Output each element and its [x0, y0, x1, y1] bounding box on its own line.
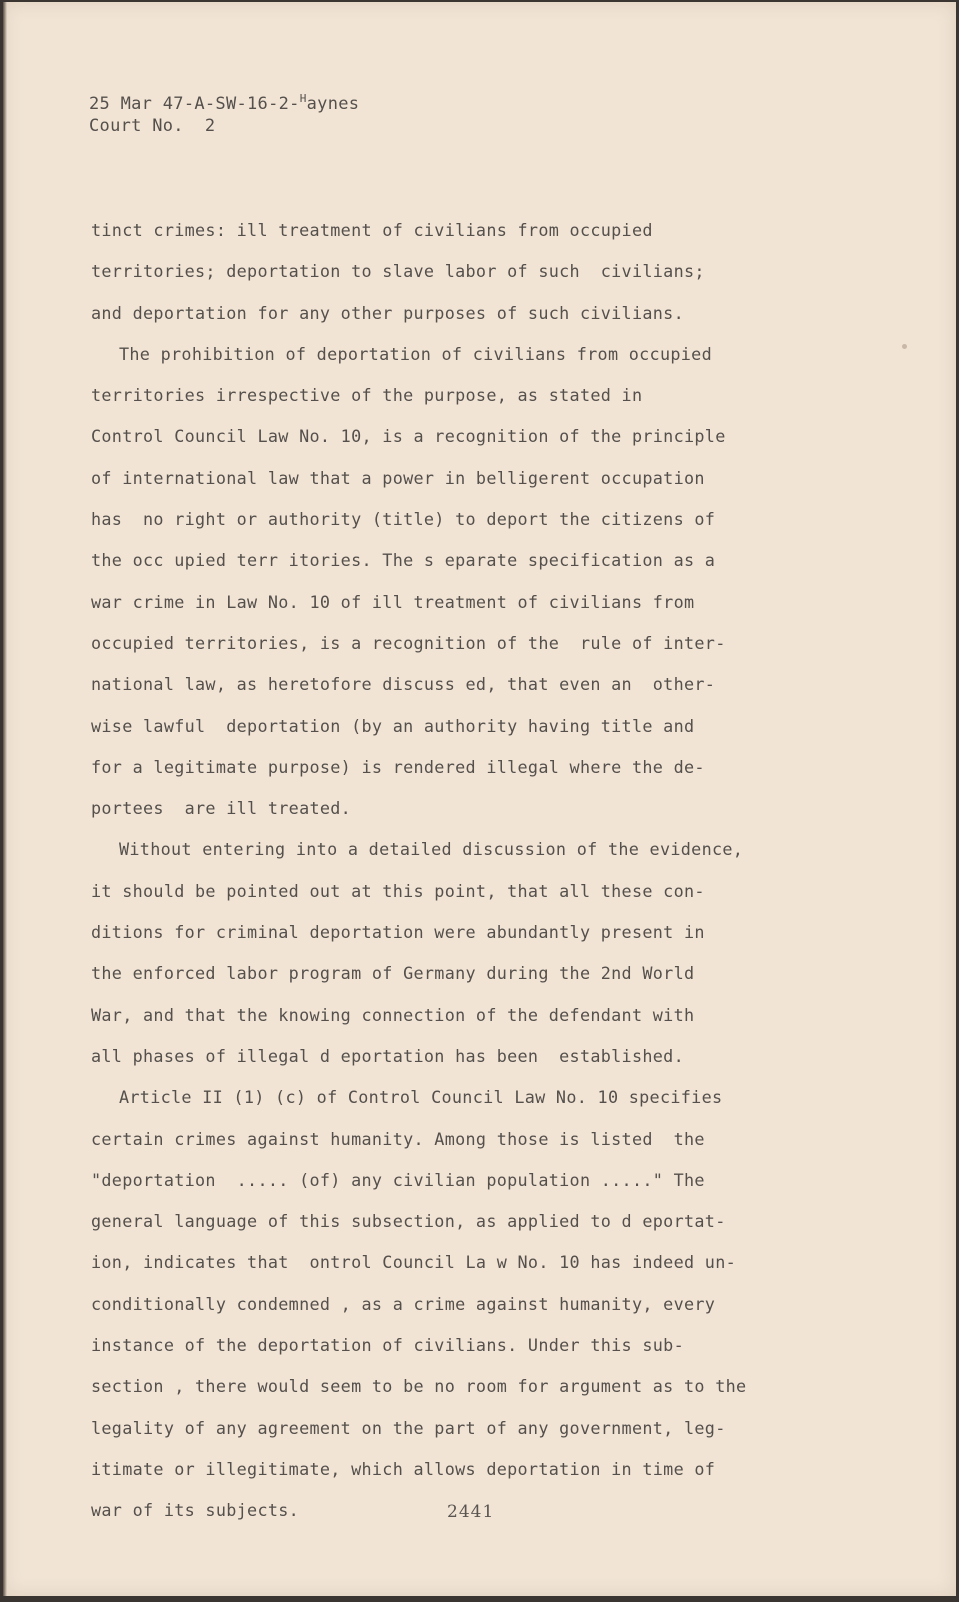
body-line-19: the enforced labor program of Germany during the 2nd World [91, 963, 695, 984]
body-line-29: section , there would seem to be no room for argument as to the [91, 1376, 747, 1397]
body-line-11: occupied territories, is a recognition of the rule of inter- [91, 632, 726, 653]
body-line-25: general language of this subsection, as applied to d eportat- [91, 1211, 726, 1232]
body-line-9: the occ upied terr itories. The s eparate specification as a [91, 550, 716, 571]
paper-speck [902, 344, 907, 349]
body-line-27: conditionally condemned , as a crime against humanity, every [91, 1293, 716, 1314]
body-line-24: "deportation ..... (of) any civilian population ....." The [91, 1169, 705, 1190]
body-line-22: Article II (1) (c) of Control Council Law No. 10 specifies [119, 1087, 723, 1108]
body-line-13: wise lawful deportation (by an authority having title and [91, 715, 695, 736]
body-line-5: territories irrespective of the purpose, as stated in [91, 385, 643, 406]
document-header [89, 88, 359, 137]
body-line-30: legality of any agreement on the part of any government, leg- [91, 1417, 726, 1438]
body-line-1: tinct crimes: ill treatment of civilians from occupied [91, 220, 653, 240]
header-date-code: 25 Mar 47-A-SW-16-2- [89, 94, 300, 114]
body-line-15: portees are ill treated. [91, 798, 352, 819]
header-name-initial: H [299, 92, 307, 105]
body-line-10: war crime in Law No. 10 of ill treatment of civilians from [91, 591, 695, 612]
body-line-4: The prohibition of deportation of civilians from occupied [119, 343, 712, 364]
body-line-18: ditions for criminal deportation were abundantly present in [91, 922, 705, 943]
document-page [3, 2, 956, 1596]
body-line-26: ion, indicates that ontrol Council La w No. 10 has indeed un- [91, 1252, 736, 1273]
body-line-28: instance of the deportation of civilians. Under this sub- [91, 1335, 684, 1356]
body-line-14: for a legitimate purpose) is rendered illegal where the de- [91, 756, 705, 777]
body-line-32: war of its subjects. [91, 1500, 300, 1521]
page-number: 2441 [447, 1502, 495, 1522]
body-line-16: Without entering into a detailed discussion of the evidence, [119, 839, 744, 860]
body-line-7: of international law that a power in belligerent occupation [91, 467, 705, 488]
page-left-edge [3, 2, 7, 1596]
body-line-23: certain crimes against humanity. Among those is listed the [91, 1128, 705, 1149]
body-line-3: and deportation for any other purposes of such civilians. [91, 302, 684, 323]
body-line-6: Control Council Law No. 10, is a recognition of the principle [91, 426, 726, 447]
header-line-1 [89, 88, 359, 115]
header-name-rest: aynes [306, 94, 360, 114]
header-court: Court No. 2 [89, 116, 216, 136]
body-line-21: all phases of illegal d eportation has been established. [91, 1045, 684, 1066]
body-line-2: territories; deportation to slave labor of such civilians; [91, 261, 705, 282]
body-line-20: War, and that the knowing connection of the defendant with [91, 1004, 695, 1025]
body-line-17: it should be pointed out at this point, that all these con- [91, 880, 705, 901]
body-line-12: national law, as heretofore discuss ed, that even an other- [91, 674, 716, 695]
body-line-8: has no right or authority (title) to deport the citizens of [91, 509, 716, 530]
body-line-31: itimate or illegitimate, which allows deportation in time of [91, 1458, 716, 1479]
document-body [91, 210, 941, 1532]
